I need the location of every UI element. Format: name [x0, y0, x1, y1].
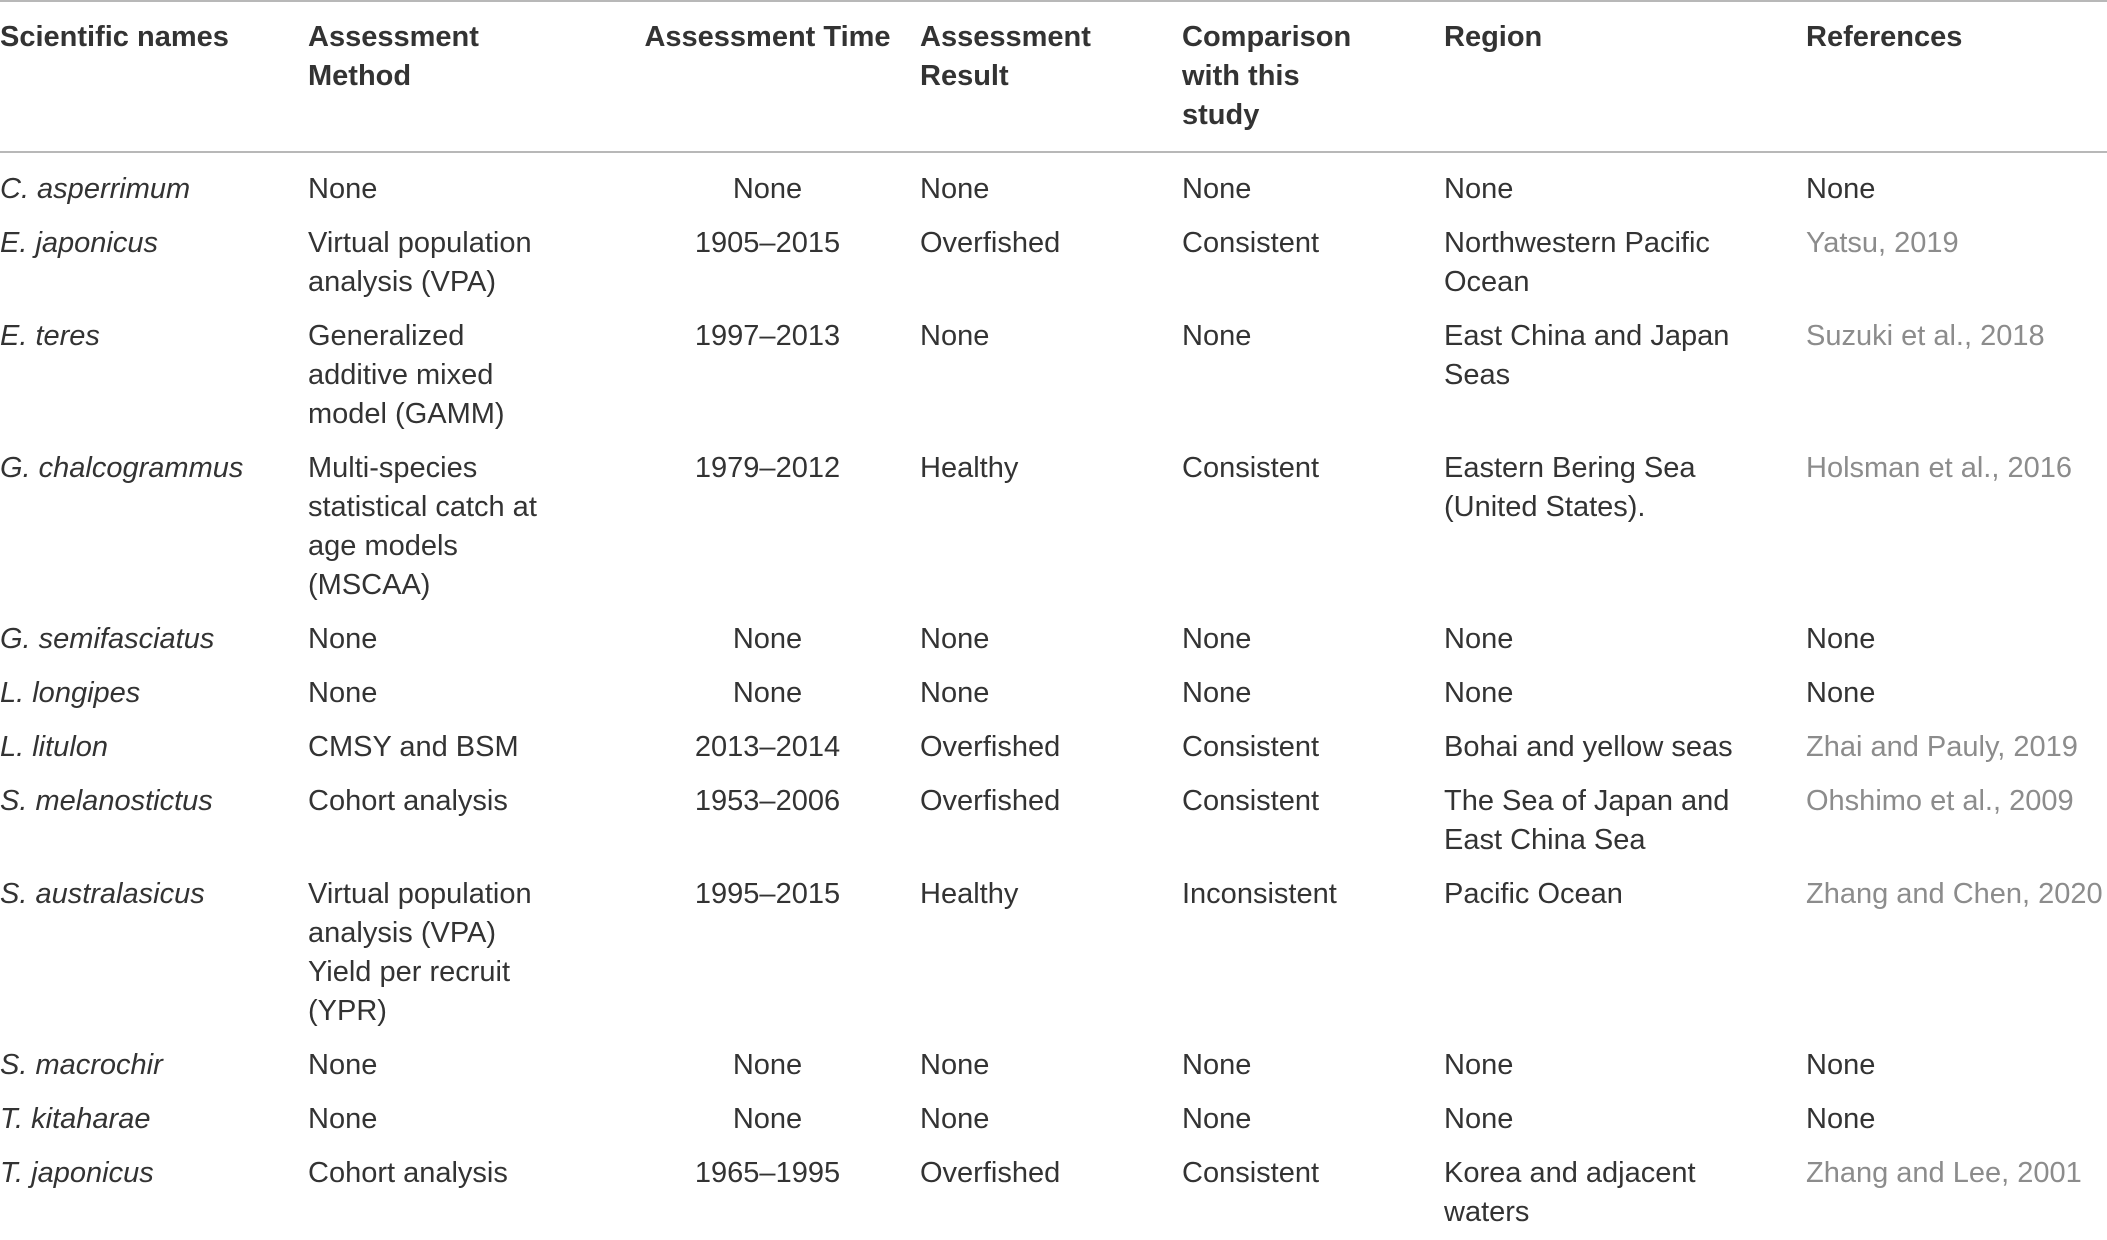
cell-assessment-method: None — [308, 623, 378, 655]
cell-region: The Sea of Japan and East China Sea — [1444, 785, 1730, 856]
cell-assessment-time: 1997–2013 — [694, 320, 841, 352]
cell-comparison: None — [1182, 1049, 1252, 1081]
cell-assessment-method: Virtual population analysis (VPA) Yield per recruit (YPR) — [308, 878, 532, 1027]
cell-scientific-name: G. semifasciatus — [0, 623, 215, 655]
cell-reference[interactable]: Ohshimo et al., 2009 — [1806, 785, 2074, 817]
cell-assessment-result: Overfished — [920, 1157, 1061, 1189]
header-assessment-time: Assessment Time — [644, 21, 891, 53]
cell-assessment-result: None — [920, 320, 990, 352]
cell-reference[interactable]: Yatsu, 2019 — [1806, 227, 1959, 259]
cell-scientific-name: G. chalcogrammus — [0, 452, 244, 484]
cell-assessment-result: Healthy — [920, 452, 1019, 484]
cell-region: None — [1444, 623, 1514, 655]
cell-region: Korea and adjacent waters — [1444, 1157, 1696, 1228]
cell-reference: None — [1806, 173, 1876, 205]
cell-comparison: Consistent — [1182, 731, 1320, 763]
cell-reference[interactable]: Suzuki et al., 2018 — [1806, 320, 2045, 352]
cell-assessment-time: None — [732, 1049, 803, 1081]
header-region: Region — [1444, 21, 1543, 53]
cell-region: None — [1444, 1103, 1514, 1135]
cell-assessment-result: None — [920, 1103, 990, 1135]
cell-assessment-time: None — [732, 173, 803, 205]
table-row — [0, 152, 2107, 217]
cell-scientific-name: S. macrochir — [0, 1049, 163, 1081]
cell-reference[interactable]: Zhang and Lee, 2001 — [1806, 1157, 2082, 1189]
cell-reference[interactable]: Zhang and Chen, 2020 — [1806, 878, 2103, 910]
cell-comparison: Consistent — [1182, 227, 1320, 259]
cell-reference: None — [1806, 623, 1876, 655]
cell-scientific-name: C. asperrimum — [0, 173, 191, 205]
cell-comparison: None — [1182, 623, 1252, 655]
cell-region: Eastern Bering Sea (United States). — [1444, 452, 1696, 523]
cell-assessment-method: Generalized additive mixed model (GAMM) — [308, 320, 505, 430]
table-header — [0, 1, 2107, 152]
cell-scientific-name: L. litulon — [0, 731, 109, 763]
cell-assessment-result: Healthy — [920, 878, 1019, 910]
table-row — [0, 217, 2107, 310]
cell-region: None — [1444, 677, 1514, 709]
header-assessment-result: Assessment Result — [920, 21, 1091, 92]
header-scientific-names: Scientific names — [0, 21, 229, 53]
table-row — [0, 442, 2107, 613]
cell-reference: None — [1806, 1049, 1876, 1081]
table-row — [0, 1039, 2107, 1093]
header-row — [0, 1, 2107, 152]
cell-comparison: Inconsistent — [1182, 878, 1337, 910]
cell-region: None — [1444, 173, 1514, 205]
cell-comparison: None — [1182, 173, 1252, 205]
cell-scientific-name: E. teres — [0, 320, 100, 352]
cell-assessment-time: 1905–2015 — [694, 227, 841, 259]
cell-scientific-name: T. kitaharae — [0, 1103, 151, 1135]
cell-scientific-name: S. australasicus — [0, 878, 205, 910]
cell-assessment-time: 1979–2012 — [694, 452, 841, 484]
cell-region: Bohai and yellow seas — [1444, 731, 1733, 763]
cell-assessment-result: None — [920, 623, 990, 655]
cell-assessment-result: None — [920, 677, 990, 709]
cell-scientific-name: L. longipes — [0, 677, 141, 709]
cell-assessment-time: 1965–1995 — [694, 1157, 841, 1189]
table-row — [0, 667, 2107, 721]
cell-assessment-method: Multi-species statistical catch at age models (MSCAA) — [308, 452, 537, 601]
cell-scientific-name: T. japonicus — [0, 1157, 154, 1189]
cell-reference: None — [1806, 1103, 1876, 1135]
cell-assessment-method: CMSY and BSM — [308, 731, 519, 763]
cell-comparison: None — [1182, 1103, 1252, 1135]
cell-region: Pacific Ocean — [1444, 878, 1623, 910]
cell-assessment-time: None — [732, 1103, 803, 1135]
table-row — [0, 721, 2107, 775]
cell-assessment-method: Cohort analysis — [308, 1157, 508, 1189]
cell-assessment-time: None — [732, 677, 803, 709]
cell-assessment-method: None — [308, 173, 378, 205]
cell-assessment-method: None — [308, 1049, 378, 1081]
cell-comparison: Consistent — [1182, 1157, 1320, 1189]
cell-assessment-result: None — [920, 1049, 990, 1081]
cell-comparison: Consistent — [1182, 452, 1320, 484]
cell-scientific-name: E. japonicus — [0, 227, 158, 259]
table-row — [0, 775, 2107, 868]
cell-assessment-method: Virtual population analysis (VPA) — [308, 227, 532, 298]
table-body — [0, 152, 2107, 1240]
table-row — [0, 310, 2107, 442]
cell-region: None — [1444, 1049, 1514, 1081]
table-row — [0, 1147, 2107, 1240]
cell-scientific-name: S. melanostictus — [0, 785, 213, 817]
header-references: References — [1806, 21, 1963, 53]
cell-assessment-method: None — [308, 1103, 378, 1135]
cell-reference: None — [1806, 677, 1876, 709]
cell-reference[interactable]: Holsman et al., 2016 — [1806, 452, 2072, 484]
table-row — [0, 868, 2107, 1039]
cell-assessment-result: Overfished — [920, 227, 1061, 259]
cell-assessment-result: None — [920, 173, 990, 205]
table-row — [0, 1093, 2107, 1147]
cell-region: Northwestern Pacific Ocean — [1444, 227, 1710, 298]
cell-assessment-time: 2013–2014 — [694, 731, 841, 763]
cell-comparison: None — [1182, 677, 1252, 709]
cell-assessment-result: Overfished — [920, 785, 1061, 817]
cell-reference[interactable]: Zhai and Pauly, 2019 — [1806, 731, 2078, 763]
cell-assessment-result: Overfished — [920, 731, 1061, 763]
header-assessment-method: Assessment Method — [308, 21, 479, 92]
header-comparison: Comparison with this study — [1182, 21, 1352, 131]
cell-assessment-method: None — [308, 677, 378, 709]
cell-assessment-time: None — [732, 623, 803, 655]
table-row — [0, 613, 2107, 667]
cell-region: East China and Japan Seas — [1444, 320, 1730, 391]
cell-assessment-method: Cohort analysis — [308, 785, 508, 817]
cell-comparison: Consistent — [1182, 785, 1320, 817]
cell-comparison: None — [1182, 320, 1252, 352]
cell-assessment-time: 1995–2015 — [694, 878, 841, 910]
cell-assessment-time: 1953–2006 — [694, 785, 841, 817]
